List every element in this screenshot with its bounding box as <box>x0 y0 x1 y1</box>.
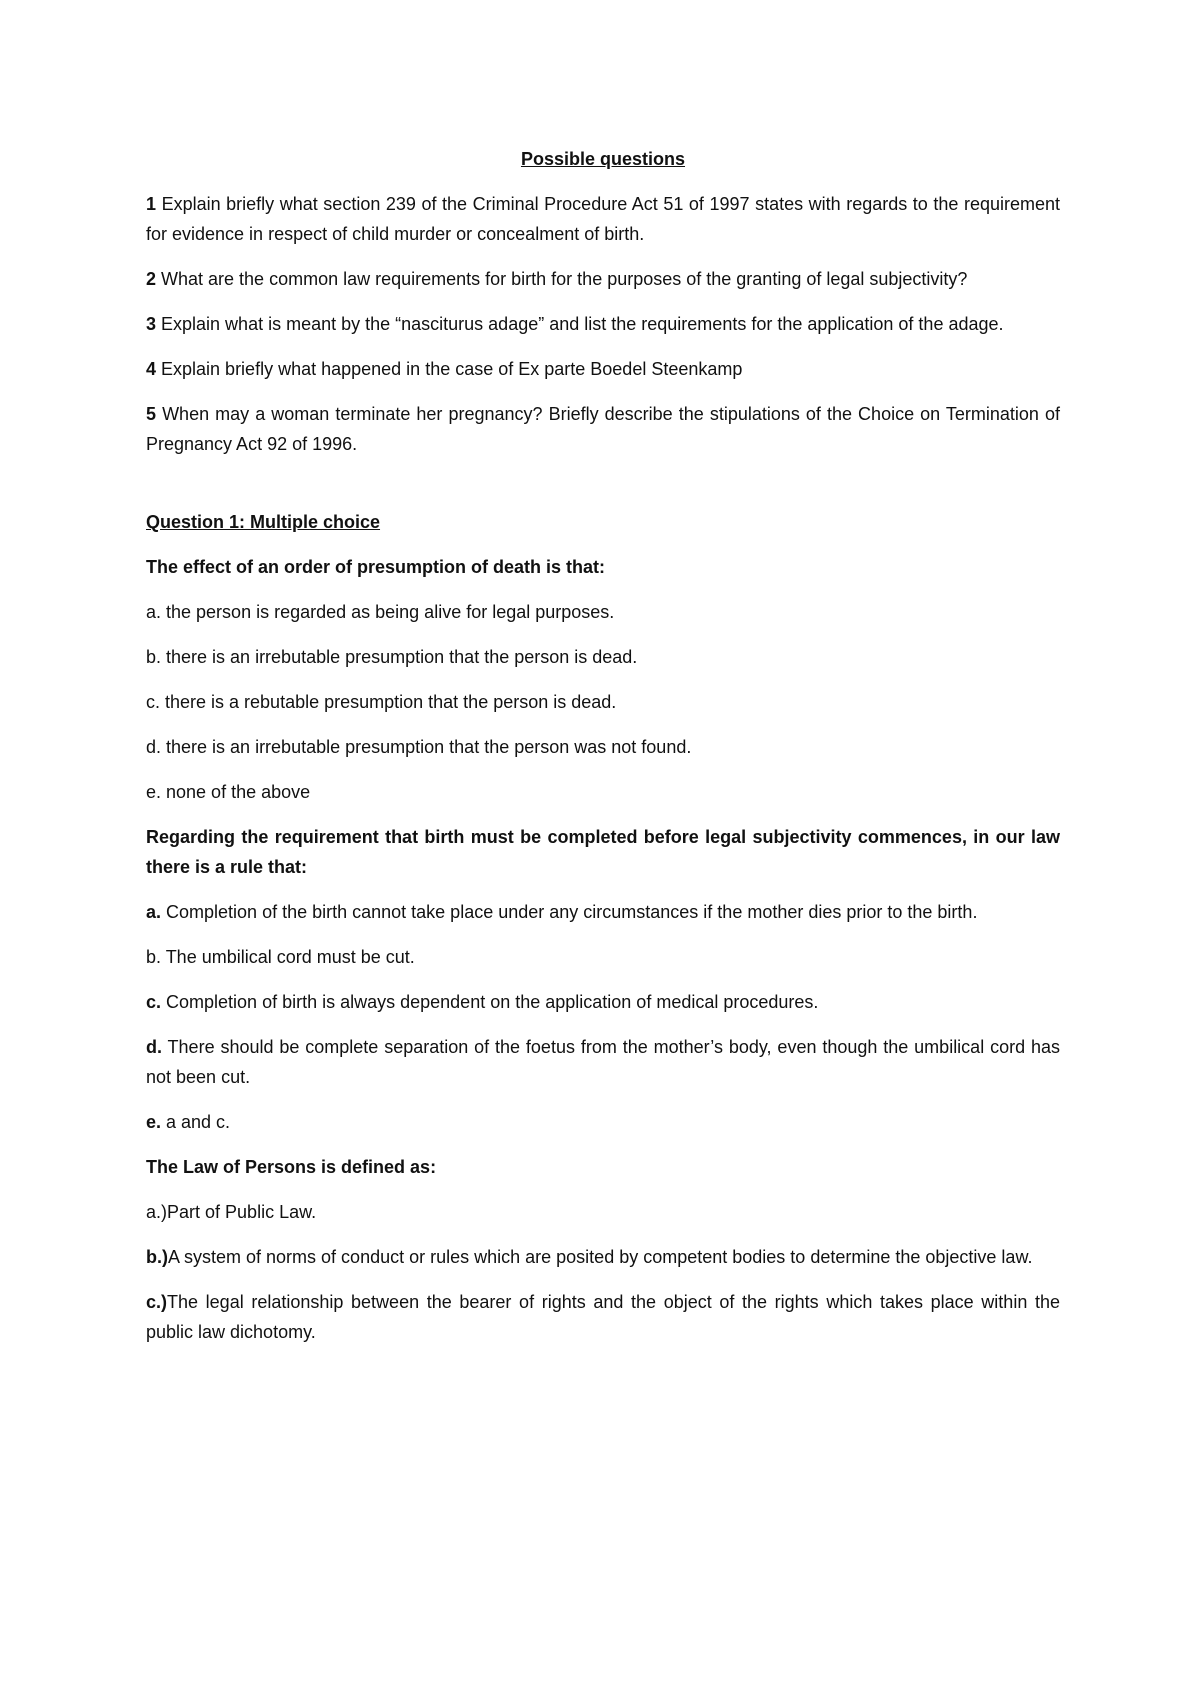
mc-question-stem: The Law of Persons is defined as: <box>146 1157 437 1177</box>
document-content <box>146 144 1060 1362</box>
option-text: a and c. <box>161 1112 231 1132</box>
mc-option <box>146 942 1060 972</box>
option-text: Completion of birth is always dependent on the application of medical procedures. <box>161 992 819 1012</box>
question-number: 2 <box>146 269 157 289</box>
option-label: e. <box>146 1112 162 1132</box>
possible-question-item <box>146 264 1060 294</box>
option-label: b. <box>146 947 162 967</box>
mc-option <box>146 1032 1060 1092</box>
mc-option <box>146 1197 1060 1227</box>
option-text: The umbilical cord must be cut. <box>161 947 415 967</box>
mc-option <box>146 987 1060 1017</box>
question-text: Explain briefly what section 239 of the Criminal Procedure Act 51 of 1997 states with regards to the requirement for evidence in respect of child murder or concealment of birth. <box>146 194 1060 244</box>
question-number: 4 <box>146 359 157 379</box>
possible-question-item <box>146 309 1060 339</box>
question-text: Explain briefly what happened in the case of Ex parte Boedel Steenkamp <box>156 359 743 379</box>
section-title-question-1: Question 1: Multiple choice <box>146 512 381 532</box>
possible-question-item <box>146 189 1060 249</box>
option-label: b.) <box>146 1247 168 1267</box>
mc-option <box>146 1242 1060 1272</box>
question-text: What are the common law requirements for birth for the purposes of the granting of legal subjectivity? <box>156 269 968 289</box>
question-number: 1 <box>146 194 157 214</box>
option-label: a. <box>146 902 162 922</box>
mc-question-stem: Regarding the requirement that birth must be completed before legal subjectivity commences, in our law there is a rule that: <box>146 827 1060 877</box>
option-label: a.) <box>146 1202 168 1222</box>
option-label: d. <box>146 1037 162 1057</box>
option-label: c.) <box>146 1292 168 1312</box>
option-text: Part of Public Law. <box>167 1202 317 1222</box>
possible-questions-title: Possible questions <box>520 149 686 169</box>
question-number: 5 <box>146 404 157 424</box>
option-label: c. <box>146 992 162 1012</box>
mc-option: c. there is a rebutable presumption that the person is dead. <box>146 692 617 712</box>
question-number: 3 <box>146 314 157 334</box>
mc-option: a. the person is regarded as being alive for legal purposes. <box>146 602 615 622</box>
mc-option: d. there is an irrebutable presumption that the person was not found. <box>146 737 692 757</box>
mc-option <box>146 1107 1060 1137</box>
possible-question-item <box>146 354 1060 384</box>
option-text: There should be complete separation of the foetus from the mother’s body, even though the umbilical cord has not been cut. <box>146 1037 1060 1087</box>
mc-option <box>146 897 1060 927</box>
question-text: Explain what is meant by the “nasciturus adage” and list the requirements for the application of the adage. <box>156 314 1004 334</box>
question-text: When may a woman terminate her pregnancy? Briefly describe the stipulations of the Choice on Termination of Pregnancy Act 92 of 1996. <box>146 404 1060 454</box>
mc-option <box>146 1287 1060 1347</box>
mc-option: e. none of the above <box>146 782 311 802</box>
option-text: Completion of the birth cannot take place under any circumstances if the mother dies prior to the birth. <box>161 902 978 922</box>
option-text: A system of norms of conduct or rules which are posited by competent bodies to determine the objective law. <box>168 1247 1033 1267</box>
mc-option: b. there is an irrebutable presumption that the person is dead. <box>146 647 638 667</box>
mc-question-stem: The effect of an order of presumption of death is that: <box>146 557 606 577</box>
option-text: The legal relationship between the bearer of rights and the object of the rights which takes place within the public law dichotomy. <box>146 1292 1060 1342</box>
possible-question-item <box>146 399 1060 459</box>
